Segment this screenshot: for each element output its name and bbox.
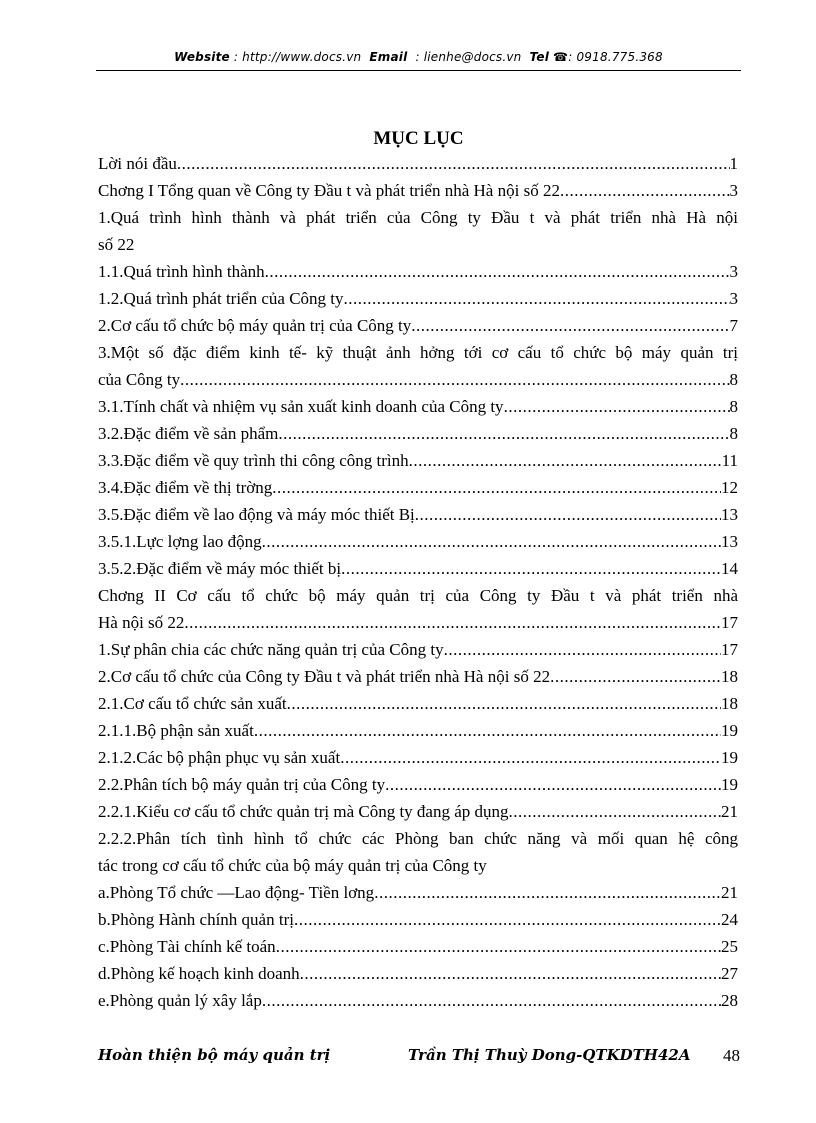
toc-page-number: 19 [721, 721, 738, 740]
toc-entry[interactable] [98, 420, 738, 447]
footer-author: Trần Thị Thuỳ Dong-QTKDTH42A [408, 1046, 691, 1064]
toc-entry[interactable] [98, 177, 738, 204]
toc-entry[interactable] [98, 906, 738, 933]
toc-page-number: 21 [721, 883, 738, 902]
toc-entry[interactable] [98, 528, 738, 555]
footer-title: Hoàn thiện bộ máy quản trị [98, 1046, 331, 1064]
toc-page-number: 1 [729, 154, 738, 173]
toc-entry[interactable] [98, 474, 738, 501]
toc-entry[interactable] [98, 798, 738, 825]
toc-entry-text: 3.5.1.Lực lợng lao động [98, 532, 262, 551]
toc-entry[interactable] [98, 393, 738, 420]
toc-page-number: 3 [729, 262, 738, 281]
toc-entry-text: 1.Sự phân chia các chức năng quản trị của Công ty [98, 640, 444, 659]
toc-entry[interactable] [98, 825, 738, 879]
toc-entry-text: 1.2.Quá trình phát triển của Công ty [98, 289, 344, 308]
toc-page-number: 21 [721, 802, 738, 821]
toc-page-number: 25 [721, 937, 738, 956]
toc-page-number: 14 [721, 559, 738, 578]
toc-entry[interactable] [98, 312, 738, 339]
toc-entry-text: b.Phòng Hành chính quản trị [98, 910, 294, 929]
toc-dot-leader [550, 663, 721, 690]
toc-entry[interactable] [98, 636, 738, 663]
phone-icon: ☎ [553, 50, 569, 64]
toc-entry-text: 2.2.Phân tích bộ máy quản trị của Công ty [98, 775, 386, 794]
toc-page-number: 17 [721, 640, 738, 659]
toc-dot-leader [300, 960, 721, 987]
toc-page-number: 13 [721, 505, 738, 524]
toc-dot-leader [278, 420, 729, 447]
toc-entry[interactable] [98, 555, 738, 582]
tel-label: Tel [529, 50, 550, 64]
website-value: : http://www.docs.vn [233, 50, 362, 64]
toc-page-number: 19 [721, 775, 738, 794]
toc-dot-leader [276, 933, 721, 960]
header-divider [96, 70, 741, 71]
toc-entry[interactable] [98, 771, 738, 798]
toc-entry[interactable] [98, 150, 738, 177]
toc-dot-leader [415, 501, 721, 528]
toc-entry-text: c.Phòng Tài chính kế toán [98, 937, 276, 956]
toc-entry-text: 2.Cơ cấu tổ chức bộ máy quản trị của Công ty [98, 316, 412, 335]
toc-dot-leader [254, 717, 721, 744]
toc-page-number: 18 [721, 667, 738, 686]
table-of-contents [98, 150, 738, 1014]
toc-dot-leader [509, 798, 721, 825]
toc-page-number: 13 [721, 532, 738, 551]
toc-page-number: 18 [721, 694, 738, 713]
toc-entry[interactable] [98, 987, 738, 1014]
toc-entry-text: 3.1.Tính chất và nhiệm vụ sản xuất kinh doanh của Công ty [98, 397, 504, 416]
toc-entry-text: 2.1.Cơ cấu tổ chức sản xuất [98, 694, 287, 713]
toc-dot-leader [294, 906, 721, 933]
toc-page-number: 27 [721, 964, 738, 983]
toc-entry[interactable] [98, 933, 738, 960]
toc-dot-leader [340, 744, 721, 771]
toc-page-number: 28 [721, 991, 738, 1010]
toc-dot-leader [560, 177, 730, 204]
toc-page-number: 11 [721, 451, 738, 470]
toc-dot-leader [374, 879, 721, 906]
toc-entry[interactable] [98, 582, 738, 636]
toc-dot-leader [411, 312, 729, 339]
toc-page-number: 8 [729, 397, 738, 416]
toc-entry-text: 1.1.Quá trình hình thành [98, 262, 265, 281]
toc-entry-text: của Công ty [98, 370, 181, 389]
toc-entry-text: Lời nói đầu [98, 154, 177, 173]
toc-entry-text-line1: Chơng II Cơ cấu tổ chức bộ máy quản trị của Công ty Đầu t và phát triển nhà [98, 586, 738, 605]
page-title: MỤC LỤC [373, 128, 464, 149]
toc-page-number: 24 [721, 910, 738, 929]
toc-entry-text-line1: 2.2.2.Phân tích tình hình tổ chức các Phòng ban chức năng và mối quan hệ công [98, 829, 738, 848]
toc-dot-leader [287, 690, 721, 717]
toc-entry[interactable] [98, 258, 738, 285]
tel-value: : 0918.775.368 [568, 50, 663, 64]
toc-entry-text: 3.5.2.Đặc điểm về máy móc thiết bị [98, 559, 342, 578]
toc-page-number: 17 [721, 613, 738, 632]
toc-entry-text: 2.1.2.Các bộ phận phục vụ sản xuất [98, 748, 341, 767]
toc-entry[interactable] [98, 339, 738, 393]
toc-entry[interactable] [98, 717, 738, 744]
toc-entry-text: số 22 [98, 235, 135, 254]
toc-dot-leader [504, 393, 730, 420]
toc-entry-text: e.Phòng quản lý xây lắp [98, 991, 262, 1010]
toc-entry-text: a.Phòng Tổ chức —Lao động- Tiền lơng [98, 883, 375, 902]
toc-entry-text-line1: 1.Quá trình hình thành và phát triển của Công ty Đầu t và phát triển nhà Hà nội [98, 208, 738, 227]
toc-dot-leader [265, 258, 730, 285]
toc-entry-text: Chơng I Tổng quan về Công ty Đầu t và phát triển nhà Hà nội số 22 [98, 181, 560, 200]
toc-entry-text: 3.4.Đặc điểm về thị trờng [98, 478, 273, 497]
toc-page-number: 8 [729, 424, 738, 443]
toc-entry-text: 3.3.Đặc điểm về quy trình thi công công trình [98, 451, 409, 470]
toc-entry-text: 3.5.Đặc điểm về lao động và máy móc thiết Bị [98, 505, 415, 524]
toc-entry-text: 2.Cơ cấu tổ chức của Công ty Đầu t và phát triển nhà Hà nội số 22 [98, 667, 551, 686]
toc-dot-leader [262, 987, 721, 1014]
toc-entry[interactable] [98, 285, 738, 312]
toc-entry[interactable] [98, 501, 738, 528]
page-footer [98, 1046, 740, 1070]
toc-entry-text: tác trong cơ cấu tổ chức của bộ máy quản trị của Công ty [98, 856, 487, 875]
toc-dot-leader [177, 150, 730, 177]
toc-entry-text: 3.2.Đặc điểm về sản phẩm [98, 424, 279, 443]
toc-page-number: 8 [729, 370, 738, 389]
toc-entry[interactable] [98, 744, 738, 771]
toc-dot-leader [184, 609, 721, 636]
website-label: Website [174, 50, 230, 64]
toc-dot-leader [444, 636, 721, 663]
toc-entry-text-line1: 3.Một số đặc điểm kinh tế- kỹ thuật ảnh hởng tới cơ cấu tổ chức bộ máy quản trị [98, 343, 738, 362]
toc-entry-text: d.Phòng kế hoạch kinh doanh [98, 964, 300, 983]
toc-entry[interactable] [98, 879, 738, 906]
toc-dot-leader [272, 474, 721, 501]
toc-dot-leader [385, 771, 721, 798]
toc-entry[interactable] [98, 447, 738, 474]
toc-entry[interactable] [98, 204, 738, 258]
toc-entry[interactable] [98, 960, 738, 987]
toc-entry[interactable] [98, 690, 738, 717]
toc-dot-leader [344, 285, 730, 312]
toc-dot-leader [180, 366, 729, 393]
toc-entry-text: 2.2.1.Kiểu cơ cấu tổ chức quản trị mà Công ty đang áp dụng [98, 802, 509, 821]
toc-dot-leader [341, 555, 721, 582]
toc-page-number: 12 [721, 478, 738, 497]
toc-entry-text: Hà nội số 22 [98, 613, 185, 632]
toc-page-number: 3 [729, 181, 738, 200]
toc-dot-leader [409, 447, 722, 474]
page-number: 48 [723, 1046, 740, 1065]
page-header [96, 50, 741, 64]
toc-page-number: 7 [729, 316, 738, 335]
toc-entry-text: 2.1.1.Bộ phận sản xuất [98, 721, 254, 740]
toc-dot-leader [262, 528, 721, 555]
toc-page-number: 19 [721, 748, 738, 767]
email-value: : lienhe@docs.vn [415, 50, 522, 64]
toc-entry[interactable] [98, 663, 738, 690]
toc-page-number: 3 [729, 289, 738, 308]
email-label: Email [369, 50, 408, 64]
